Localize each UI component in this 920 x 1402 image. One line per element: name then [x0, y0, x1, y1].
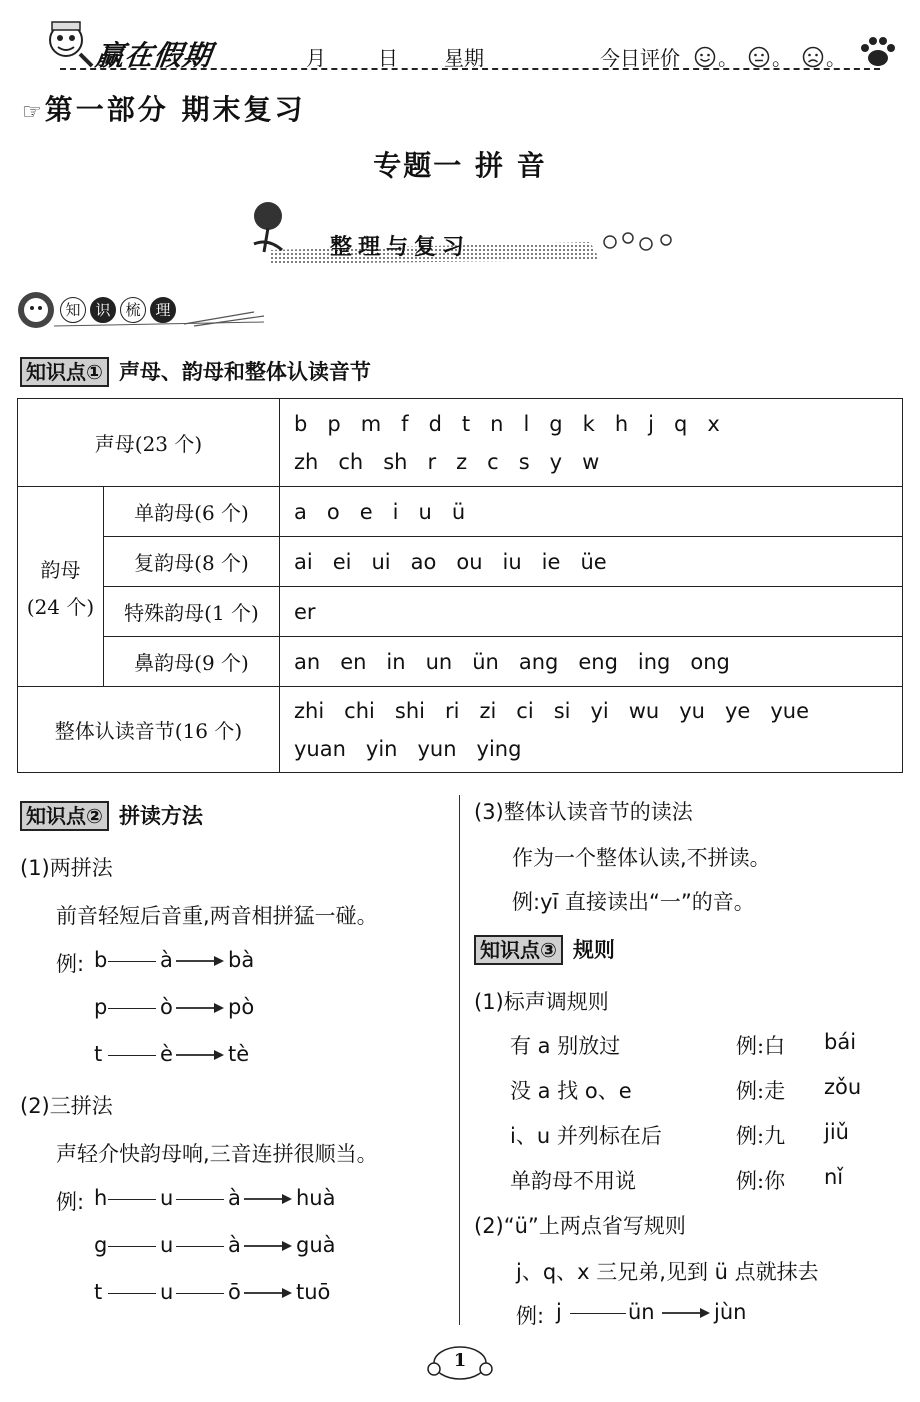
yunmu-row-label: 复韵母(8 个)	[104, 537, 280, 587]
example-part: ò	[160, 995, 173, 1019]
rule1-title: (1)标声调规则	[474, 990, 609, 1014]
banner-title: 整理与复习	[330, 235, 471, 260]
example-label: 例:	[56, 952, 85, 976]
kp2-badge: 知识点②	[20, 801, 109, 831]
pinyin-item: o	[326, 499, 340, 524]
yunmu-row-label: 特殊韵母(1 个)	[104, 587, 280, 637]
example-part: u	[160, 1280, 174, 1304]
pinyin-item: zi	[479, 698, 497, 723]
pinyin-item: wu	[628, 698, 660, 723]
tone-rule-pinyin: jiǔ	[824, 1120, 849, 1144]
pencil-mascot-icon	[42, 18, 98, 70]
connector-line	[108, 1008, 156, 1009]
table-row	[18, 637, 903, 687]
badge-char: 梳	[120, 297, 146, 323]
pinyin-item: n	[490, 411, 504, 436]
pinyin-item: ai	[294, 549, 313, 574]
method3-example: 例:yī 直接读出“一”的音。	[512, 890, 755, 914]
arrow-right-icon	[244, 1192, 294, 1206]
kp3-title: 规则	[572, 938, 615, 962]
example-part: à	[228, 1233, 241, 1257]
example-initial: h	[94, 1186, 108, 1210]
pinyin-item: i	[392, 499, 399, 524]
example-initial: p	[94, 995, 108, 1019]
pinyin-item: b	[294, 411, 308, 436]
tone-rule-text: 没 a 找 o、e	[510, 1079, 632, 1103]
connector-line	[108, 1246, 156, 1247]
pinyin-item: er	[294, 599, 316, 624]
pinyin-item: ou	[456, 549, 483, 574]
example-result: jùn	[714, 1300, 747, 1324]
rating-label: 今日评价	[600, 46, 680, 70]
pinyin-item: x	[707, 411, 720, 436]
arrow-right-icon	[176, 1048, 226, 1062]
example-result: huà	[296, 1186, 336, 1210]
column-divider	[459, 795, 460, 1325]
yunmu-label: 韵母 (24 个)	[18, 487, 104, 687]
kp1-badge: 知识点①	[20, 357, 109, 387]
pinyin-item: ao	[410, 549, 437, 574]
tone-rule-text: i、u 并列标在后	[510, 1124, 662, 1148]
paw-print-icon	[858, 34, 898, 70]
arrow-right-icon	[176, 954, 226, 968]
shengmu-line-2	[294, 443, 902, 481]
sad-face-icon[interactable]	[802, 46, 824, 68]
badge-char: 理	[150, 297, 176, 323]
pinyin-table	[17, 398, 903, 773]
kp3-heading	[474, 934, 615, 965]
part-title: ☞第一部分 期末复习	[22, 93, 306, 126]
example-part: u	[160, 1233, 174, 1257]
method1-rule: 前音轻短后音重,两音相拼猛一碰。	[56, 904, 378, 928]
pinyin-item: ün	[472, 649, 499, 674]
pinyin-item: eng	[578, 649, 618, 674]
header-divider	[60, 68, 880, 70]
pinyin-item: iu	[502, 549, 522, 574]
example-part: ō	[228, 1280, 241, 1304]
pinyin-item: g	[549, 411, 563, 436]
section-badge	[14, 288, 274, 332]
pinyin-item: ye	[724, 698, 751, 723]
pinyin-item: u	[418, 499, 432, 524]
example-initial: j	[556, 1300, 562, 1324]
tone-rule-text: 有 a 别放过	[510, 1034, 621, 1058]
yunmu-row-values	[280, 637, 903, 687]
brand-title: 赢在假期	[93, 39, 215, 72]
pinyin-item: d	[428, 411, 442, 436]
kp1-heading	[20, 356, 371, 387]
pinyin-item: si	[553, 698, 571, 723]
month-label: 月	[306, 46, 326, 70]
yunmu-row-values	[280, 537, 903, 587]
method1-title: (1)两拼法	[20, 856, 113, 880]
badge-char: 识	[90, 297, 116, 323]
rule2-rule: j、q、x 三兄弟,见到 ü 点就抹去	[516, 1260, 819, 1284]
pinyin-item: y	[549, 449, 563, 474]
pinyin-item: a	[294, 499, 307, 524]
example-label: 例:	[56, 1190, 85, 1214]
connector-line	[108, 1199, 156, 1200]
pinyin-item: ing	[637, 649, 671, 674]
pinyin-item: chi	[344, 698, 375, 723]
pinyin-item: ci	[516, 698, 534, 723]
example-initial: g	[94, 1233, 108, 1257]
badge-char: 知	[60, 297, 86, 323]
separator: 。	[718, 46, 738, 70]
tone-rule-example: 例:走	[736, 1079, 786, 1103]
yunmu-row-label: 鼻韵母(9 个)	[104, 637, 280, 687]
yunmu-row-values	[280, 587, 903, 637]
arrow-right-icon	[176, 1001, 226, 1015]
example-initial: t	[94, 1042, 103, 1066]
table-row	[18, 687, 903, 773]
kp3-badge: 知识点③	[474, 935, 563, 965]
tone-rules	[510, 1030, 900, 1210]
zhengti-line-1	[294, 692, 902, 730]
pinyin-item: w	[582, 449, 600, 474]
connector-line	[176, 1199, 224, 1200]
connector-line	[176, 1293, 224, 1294]
example-part: à	[228, 1186, 241, 1210]
pinyin-item: z	[456, 449, 468, 474]
page-number: 1	[453, 1350, 467, 1371]
pinyin-item: l	[523, 411, 530, 436]
separator: 。	[826, 46, 846, 70]
yunmu-row-values	[280, 487, 903, 537]
pinyin-item: sh	[383, 449, 408, 474]
pinyin-item: yu	[679, 698, 705, 723]
pinyin-item: j	[648, 411, 654, 436]
shengmu-label: 声母(23 个)	[18, 399, 280, 487]
example-result: tuō	[296, 1280, 331, 1304]
pinyin-item: r	[427, 449, 437, 474]
connector-line	[176, 1246, 224, 1247]
pinyin-item: s	[518, 449, 530, 474]
example-part: à	[160, 948, 173, 972]
tone-rule-example: 例:白	[736, 1034, 786, 1058]
tone-rule-example: 例:你	[736, 1169, 786, 1193]
tone-rule-pinyin: zǒu	[824, 1075, 862, 1099]
pinyin-item: yi	[590, 698, 609, 723]
method1-examples	[56, 948, 436, 1098]
pinyin-item: t	[461, 411, 471, 436]
weekday-label: 星期	[444, 46, 484, 70]
table-row	[18, 399, 903, 487]
pinyin-item: h	[614, 411, 629, 436]
pointing-hand-icon: ☞	[22, 100, 45, 125]
separator: 。	[772, 46, 792, 70]
arrow-right-icon	[662, 1306, 712, 1320]
tone-rule-example: 例:九	[736, 1124, 786, 1148]
connector-line	[108, 1055, 156, 1056]
pinyin-item: shi	[394, 698, 425, 723]
kp2-heading	[20, 800, 203, 831]
arrow-right-icon	[244, 1286, 294, 1300]
kp2-title: 拼读方法	[118, 804, 203, 828]
method2-rule: 声轻介快韵母响,三音连拼很顺当。	[56, 1142, 378, 1166]
method3-rule: 作为一个整体认读,不拼读。	[512, 846, 771, 870]
arrow-right-icon	[244, 1239, 294, 1253]
smile-face-icon[interactable]	[694, 46, 716, 68]
pinyin-item: ang	[518, 649, 559, 674]
pinyin-item: un	[425, 649, 453, 674]
pinyin-item: e	[359, 499, 373, 524]
method2-title: (2)三拼法	[20, 1094, 113, 1118]
example-part: u	[160, 1186, 174, 1210]
pinyin-item: yuan	[294, 736, 346, 761]
day-label: 日	[378, 46, 398, 70]
example-result: tè	[228, 1042, 250, 1066]
pinyin-item: zhi	[294, 698, 325, 723]
pinyin-item: c	[487, 449, 499, 474]
pinyin-item: q	[673, 411, 688, 436]
rule2-title: (2)“ü”上两点省写规则	[474, 1214, 686, 1238]
pinyin-item: p	[327, 411, 341, 436]
pinyin-item: k	[582, 411, 595, 436]
neutral-face-icon[interactable]	[748, 46, 770, 68]
pinyin-item: zh	[294, 449, 319, 474]
connector-line	[108, 961, 156, 962]
example-final: ün	[628, 1300, 655, 1324]
example-label: 例:	[516, 1304, 545, 1328]
example-result: bà	[228, 948, 255, 972]
shengmu-cell	[280, 399, 903, 487]
tone-rule-pinyin: nǐ	[824, 1165, 844, 1189]
tone-rule-text: 单韵母不用说	[510, 1169, 636, 1193]
tone-rule-pinyin: bái	[824, 1030, 857, 1054]
topic-title: 专题一 拼 音	[373, 149, 547, 182]
pinyin-item: yun	[417, 736, 457, 761]
pinyin-item: ü	[451, 499, 466, 524]
pinyin-item: yin	[365, 736, 398, 761]
example-initial: t	[94, 1280, 103, 1304]
example-initial: b	[94, 948, 108, 972]
pinyin-item: in	[386, 649, 406, 674]
pinyin-item: ui	[371, 549, 391, 574]
table-row	[18, 537, 903, 587]
rule2-example	[516, 1300, 816, 1330]
pinyin-item: ying	[476, 736, 522, 761]
example-part: è	[160, 1042, 173, 1066]
table-row	[18, 487, 903, 537]
pinyin-item: yue	[770, 698, 810, 723]
pinyin-item: ong	[690, 649, 730, 674]
yunmu-row-label: 单韵母(6 个)	[104, 487, 280, 537]
example-result: pò	[228, 995, 255, 1019]
pinyin-item: ch	[338, 449, 364, 474]
kp1-title: 声母、韵母和整体认读音节	[118, 360, 371, 384]
zhengti-label: 整体认读音节(16 个)	[18, 687, 280, 773]
pinyin-item: an	[294, 649, 321, 674]
method3-title: (3)整体认读音节的读法	[474, 800, 693, 824]
zhengti-cell	[280, 687, 903, 773]
pinyin-item: ei	[332, 549, 352, 574]
pinyin-item: ri	[444, 698, 460, 723]
pinyin-item: üe	[580, 549, 607, 574]
example-result: guà	[296, 1233, 336, 1257]
zhengti-line-2	[294, 730, 902, 768]
connector-line	[108, 1293, 156, 1294]
pinyin-item: f	[401, 411, 409, 436]
connector-line	[570, 1313, 626, 1314]
table-row	[18, 587, 903, 637]
pinyin-item: ie	[541, 549, 561, 574]
method2-examples	[56, 1186, 436, 1336]
pinyin-item: en	[340, 649, 367, 674]
pinyin-item: m	[360, 411, 382, 436]
shengmu-line-1	[294, 405, 902, 443]
